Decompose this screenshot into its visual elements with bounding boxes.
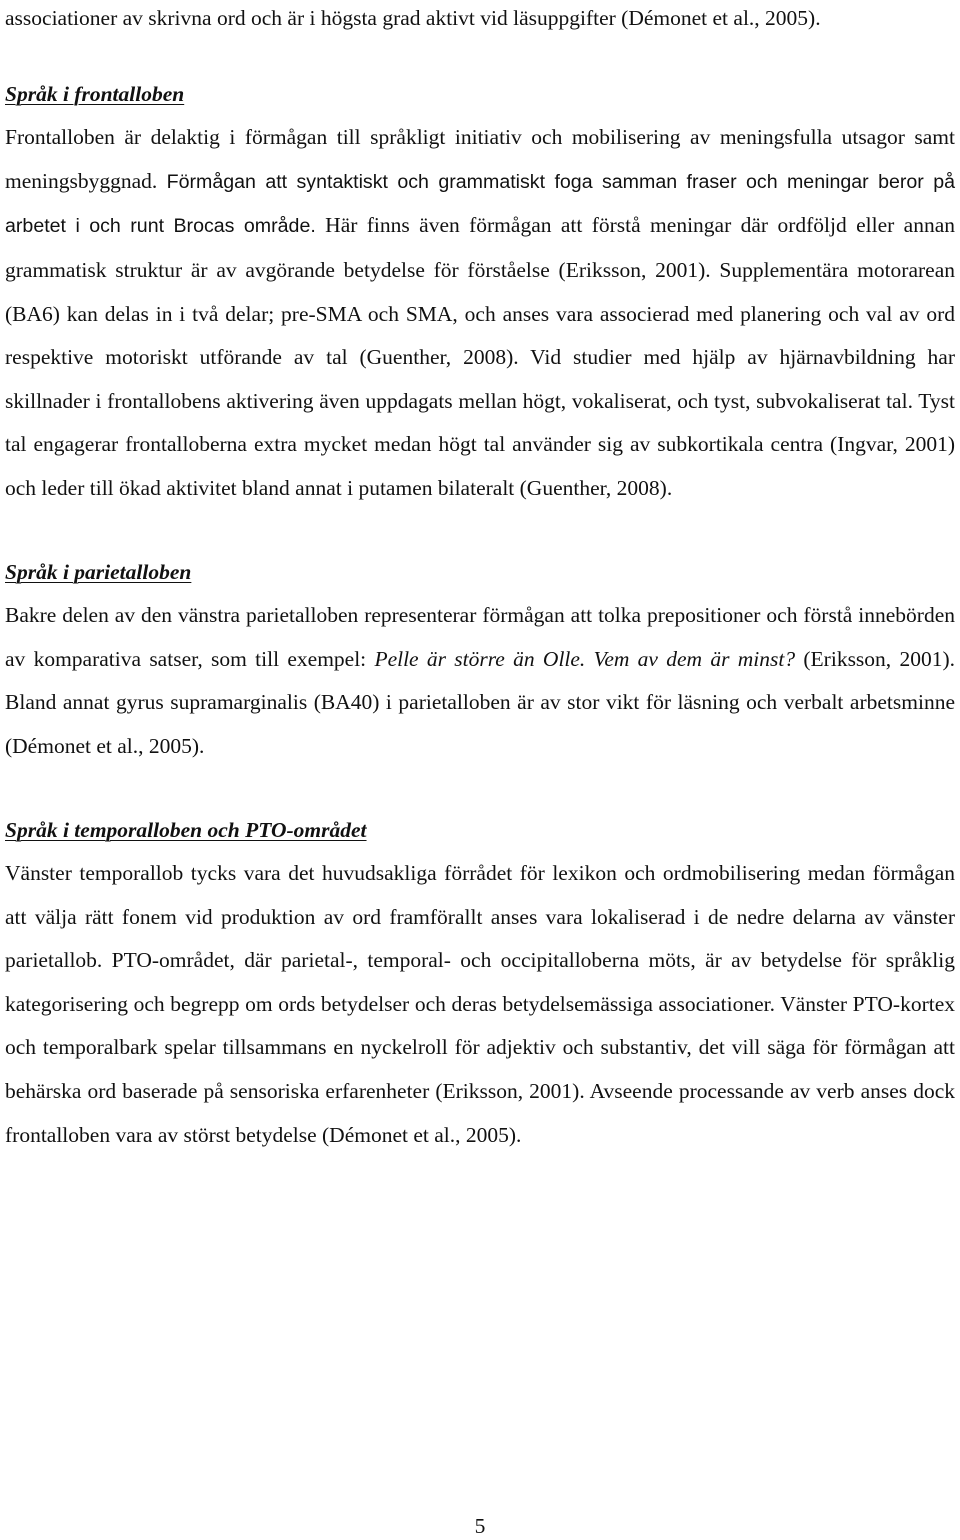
- paragraph-frontal: [5, 116, 955, 510]
- frontal-sentence-2: Förmågan att syntaktiskt och grammatiskt foga samman fraser och meningar beror på arbetet i och runt Brocas område.: [5, 170, 956, 238]
- parietal-text-1: Bakre delen av den vänstra parietalloben representerar förmågan att tolka prepositioner och förstå innebörden av komparativa satser, som till exempel:: [5, 603, 955, 671]
- frontal-sentence-3: Här finns även förmågan att förstå meningar där ordföljd eller annan grammatisk struktur är av avgörande betydelse för förståelse (Eriksson, 2001).: [5, 213, 955, 282]
- document-page: [5, 0, 955, 1157]
- section-heading-temporal: Språk i temporalloben och PTO-området: [5, 817, 367, 842]
- parietal-example: Pelle är större än Olle. Vem av dem är minst?: [374, 646, 796, 671]
- page-number: 5: [474, 1514, 486, 1538]
- section-heading-parietal: Språk i parietalloben: [5, 559, 192, 584]
- paragraph-parietal: [5, 594, 955, 768]
- frontal-sentence-1: Frontalloben är delaktig i förmågan till språkligt initiativ och mobilisering av meningsfulla utsagor samt meningsbyggnad.: [5, 125, 955, 193]
- parietal-text-2: (Eriksson, 2001). Bland annat gyrus supramarginalis (BA40) i parietalloben är av stor vikt för läsning och verbalt arbetsminne (Démonet et al., 2005).: [5, 646, 955, 758]
- section-heading-frontal: Språk i frontalloben: [5, 81, 185, 106]
- intro-paragraph: associationer av skrivna ord och är i högsta grad aktivt vid läsuppgifter (Démonet et al., 2005).: [5, 6, 821, 30]
- frontal-sentence-4: Supplementära motorarean (BA6) kan delas in i två delar; pre-SMA och SMA, och anses vara associerad med planering och val av ord respektive motoriskt utförande av tal (Guenther, 2008). Vid studier med hjälp av hjärnavbildning har skillnader i frontallobens aktivering även uppdagats mellan högt, vokaliserat, och tyst, subvokaliserat tal. Tyst tal engagerar frontalloberna extra mycket medan högt tal använder sig av subkortikala centra (Ingvar, 2001) och leder till ökad aktivitet bland annat i putamen bilateralt (Guenther, 2008).: [5, 257, 955, 500]
- paragraph-temporal: Vänster temporallob tycks vara det huvudsakliga förrådet för lexikon och ordmobilisering medan förmågan att välja rätt fonem vid produktion av ord framförallt anses vara lokaliserad i de nedre delarna av vänster parietallob. PTO-området, där parietal-, temporal- och occipitalloberna möts, är av betydelse för språklig kategorisering och begrepp om ords betydelser och deras betydelsemässiga associationer. Vänster PTO-kortex och temporalbark spelar tillsammans en nyckelroll för adjektiv och substantiv, det vill säga för förmågan att behärska ord baserade på sensoriska erfarenheter (Eriksson, 2001). Avseende processande av verb anses dock frontalloben vara av störst betydelse (Démonet et al., 2005).: [5, 861, 955, 1147]
